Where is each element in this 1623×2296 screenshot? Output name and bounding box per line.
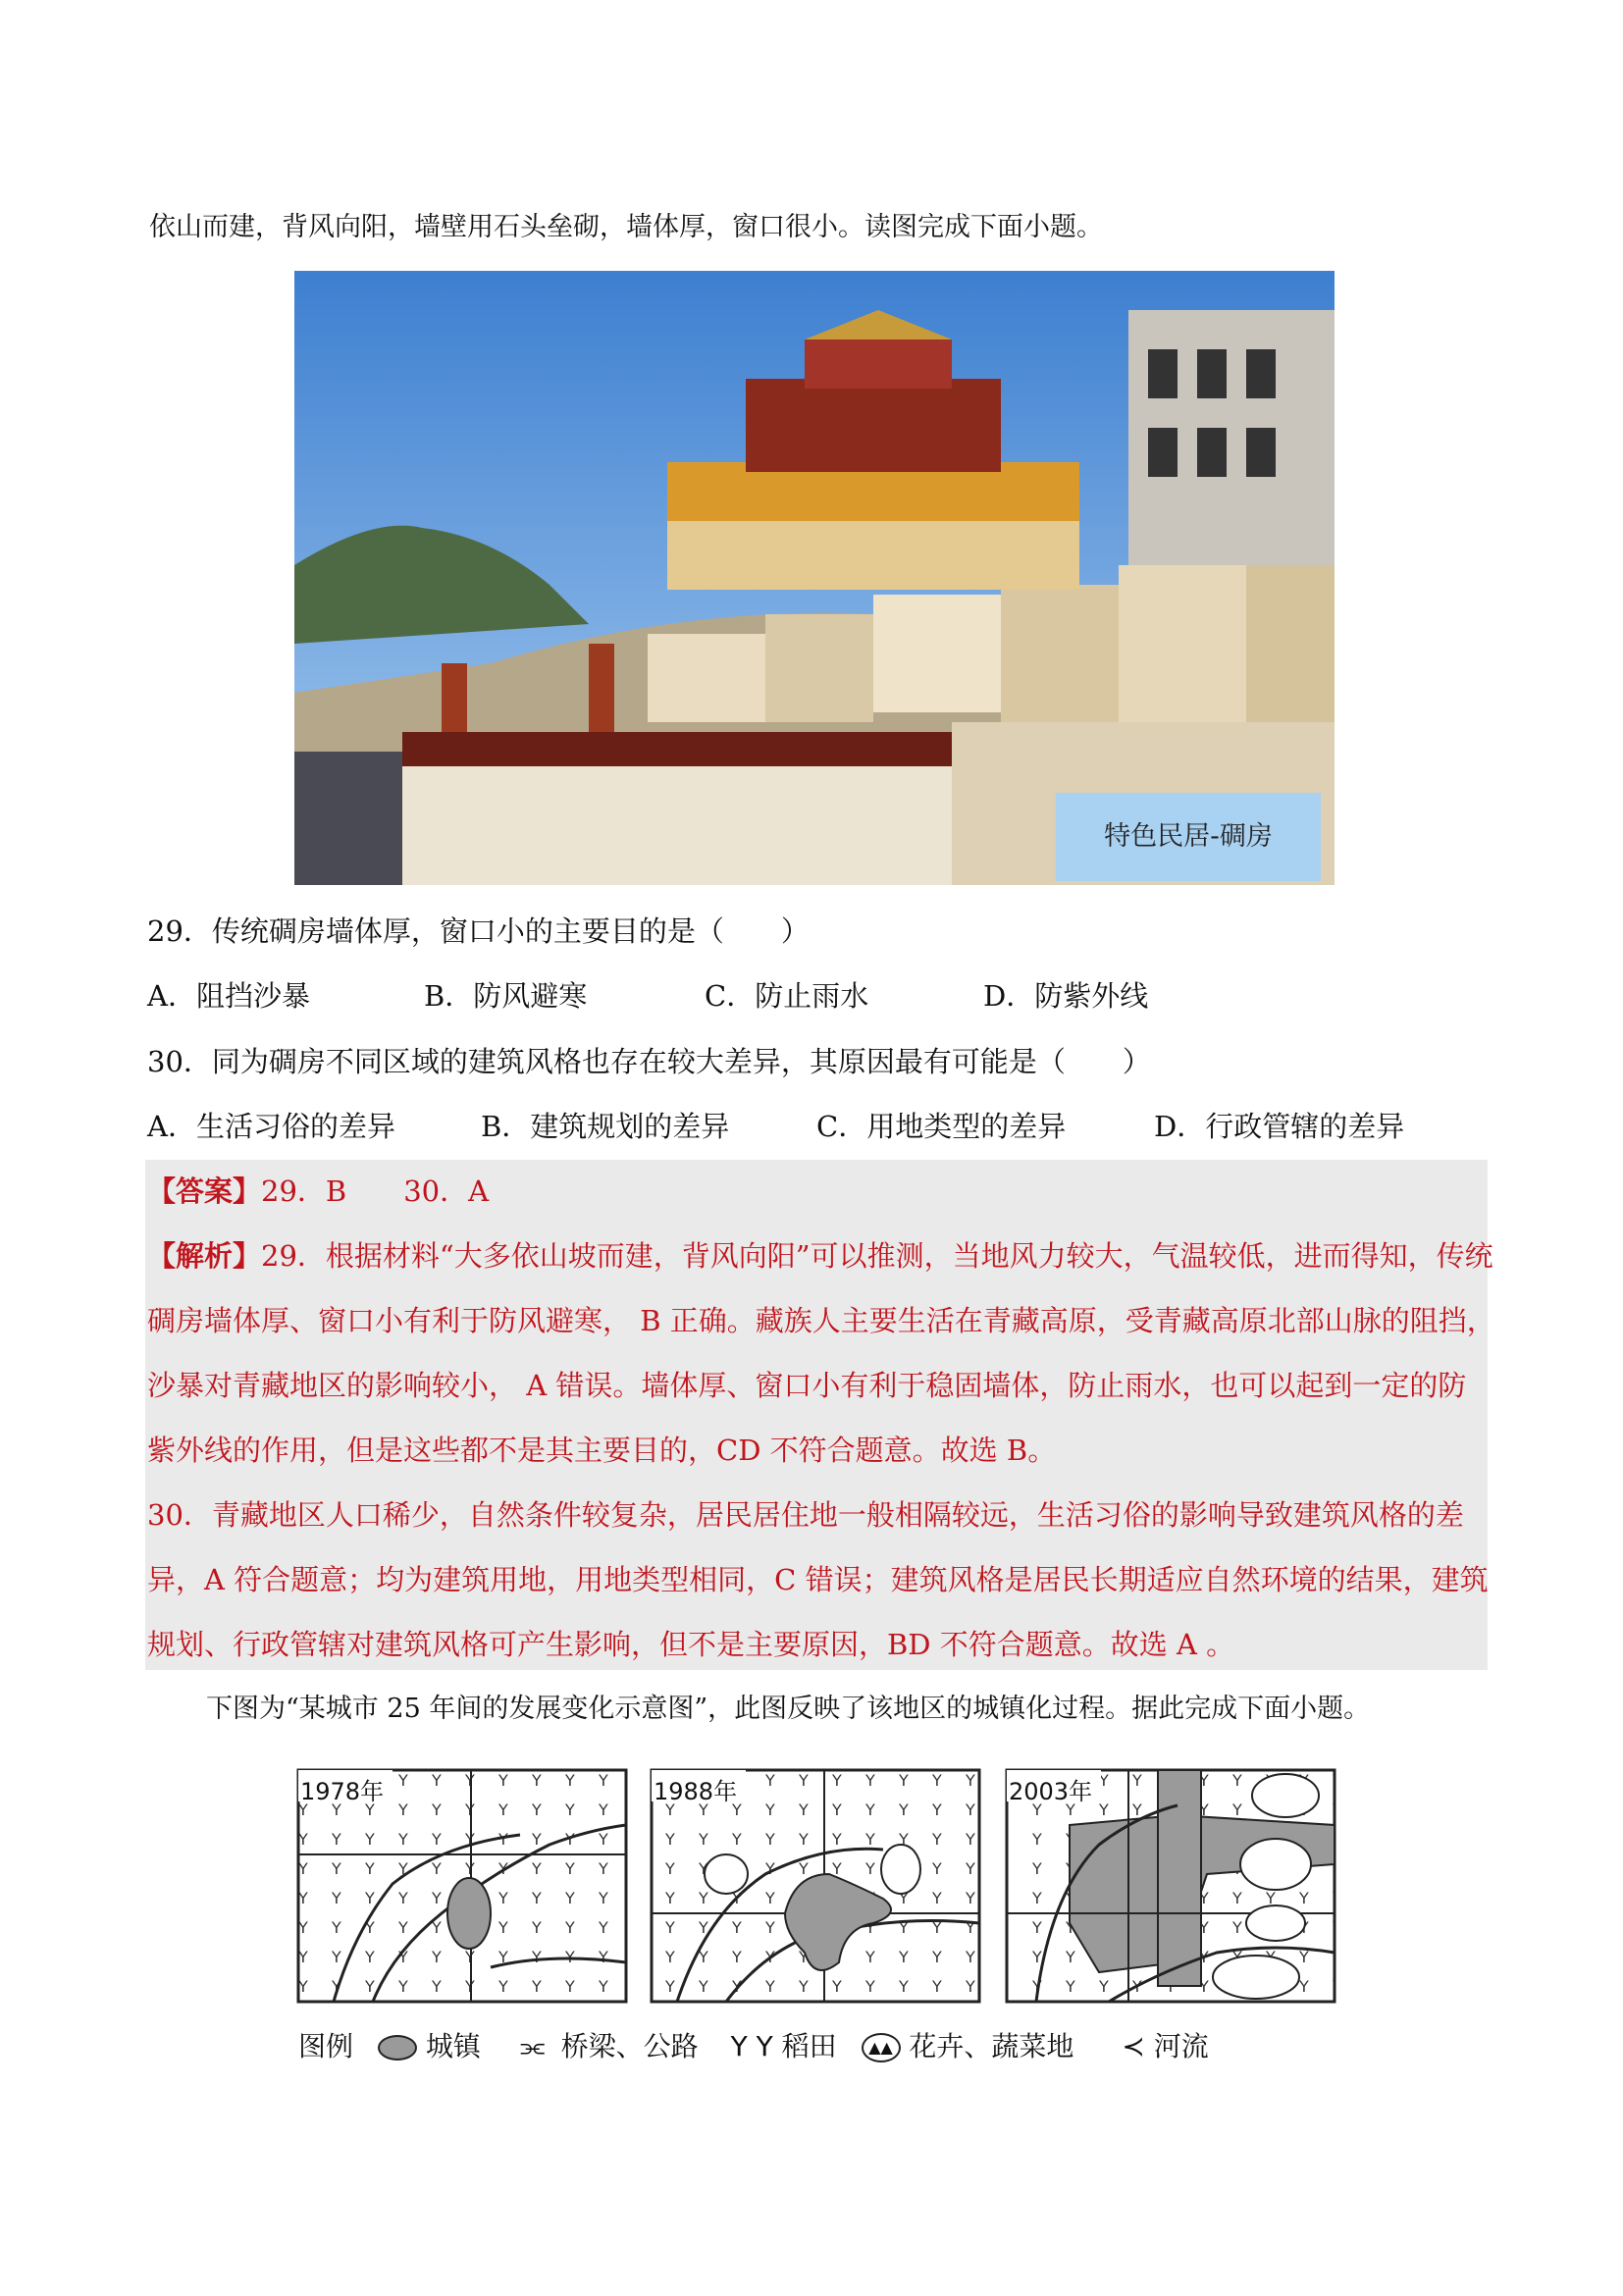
answer-text: 29．B 30．A — [261, 1174, 490, 1208]
urbanization-maps — [294, 1766, 1354, 2080]
analysis-line-3: 沙暴对青藏地区的影响较小， A 错误。墙体厚、窗口小有利于稳固墙体，防止雨水，也可以起到一定的防 — [147, 1369, 1467, 1402]
analysis-line-7: 规划、行政管辖对建筑风格可产生影响，但不是主要原因，BD 不符合题意。故选 A 。 — [147, 1628, 1235, 1661]
legend-rice: 稻田 — [781, 2030, 837, 2062]
map-year-2003: 2003年 — [1009, 1778, 1093, 1805]
legend-title: 图例 — [298, 2030, 354, 2062]
analysis-line-5: 30．青藏地区人口稀少，自然条件较复杂，居民居住地一般相隔较远，生活习俗的影响导致建筑风格的差 — [147, 1498, 1464, 1532]
intro2-text: 下图为“某城市 25 年间的发展变化示意图”，此图反映了该地区的城镇化过程。据此完成下面小题。 — [206, 1694, 1371, 1724]
analysis-label: 【解析】 — [147, 1239, 262, 1273]
rice-field-legend-icon: Y Y — [730, 2030, 773, 2062]
map-legend — [298, 2025, 1354, 2068]
photo-caption: 特色民居-碉房 — [1104, 821, 1273, 852]
legend-river: 河流 — [1153, 2030, 1209, 2062]
q30-option-d: D．行政管辖的差异 — [1154, 1110, 1405, 1143]
tibetan-house-photo — [294, 271, 1335, 885]
river-legend-icon: ≺ — [1122, 2030, 1145, 2062]
analysis-line-2: 碉房墙体厚、窗口小有利于防风避寒， B 正确。藏族人主要生活在青藏高原，受青藏高原北部山脉的阻挡， — [147, 1304, 1495, 1337]
analysis-text-1: 29．根据材料“大多依山坡而建，背风向阳”可以推测，当地风力较大，气温较低，进而得知，传统 — [261, 1239, 1493, 1273]
map-year-1988: 1988年 — [654, 1778, 738, 1805]
q29-option-c: C．防止雨水 — [705, 979, 869, 1013]
analysis-line-4: 紫外线的作用，但是这些都不是其主要目的，CD 不符合题意。故选 B。 — [147, 1434, 1057, 1467]
q29-option-a: A．阻挡沙暴 — [147, 979, 310, 1013]
map-year-1978: 1978年 — [300, 1778, 385, 1805]
q29-option-b: B．防风避寒 — [424, 979, 588, 1013]
town-legend-icon — [378, 2035, 417, 2061]
q29-stem: 29．传统碉房墙体厚，窗口小的主要目的是（ ） — [147, 914, 810, 948]
q29-option-d: D．防紫外线 — [983, 979, 1149, 1013]
answer-line — [147, 1172, 489, 1211]
analysis-line-1 — [147, 1236, 1493, 1276]
q30-option-b: B．建筑规划的差异 — [481, 1110, 730, 1143]
legend-town: 城镇 — [425, 2030, 481, 2062]
q30-option-a: A．生活习俗的差异 — [147, 1110, 395, 1143]
flower-vegetable-legend-icon: ▲▲ — [862, 2033, 901, 2062]
intro-text: 依山而建，背风向阳，墙壁用石头垒砌，墙体厚，窗口很小。读图完成下面小题。 — [149, 212, 1103, 242]
legend-bridge-road: 桥梁、公路 — [560, 2030, 699, 2062]
q30-stem: 30．同为碉房不同区域的建筑风格也存在较大差异，其原因最有可能是（ ） — [147, 1045, 1151, 1078]
legend-flower-vegetable: 花卉、蔬菜地 — [909, 2030, 1074, 2062]
q30-option-c: C．用地类型的差异 — [816, 1110, 1067, 1143]
analysis-line-6: 异，A 符合题意；均为建筑用地，用地类型相同，C 错误；建筑风格是居民长期适应自然环境的结果，建筑 — [147, 1563, 1489, 1596]
bridge-road-legend-icon: ⫘ — [520, 2030, 546, 2062]
answer-label: 【答案】 — [147, 1174, 262, 1208]
